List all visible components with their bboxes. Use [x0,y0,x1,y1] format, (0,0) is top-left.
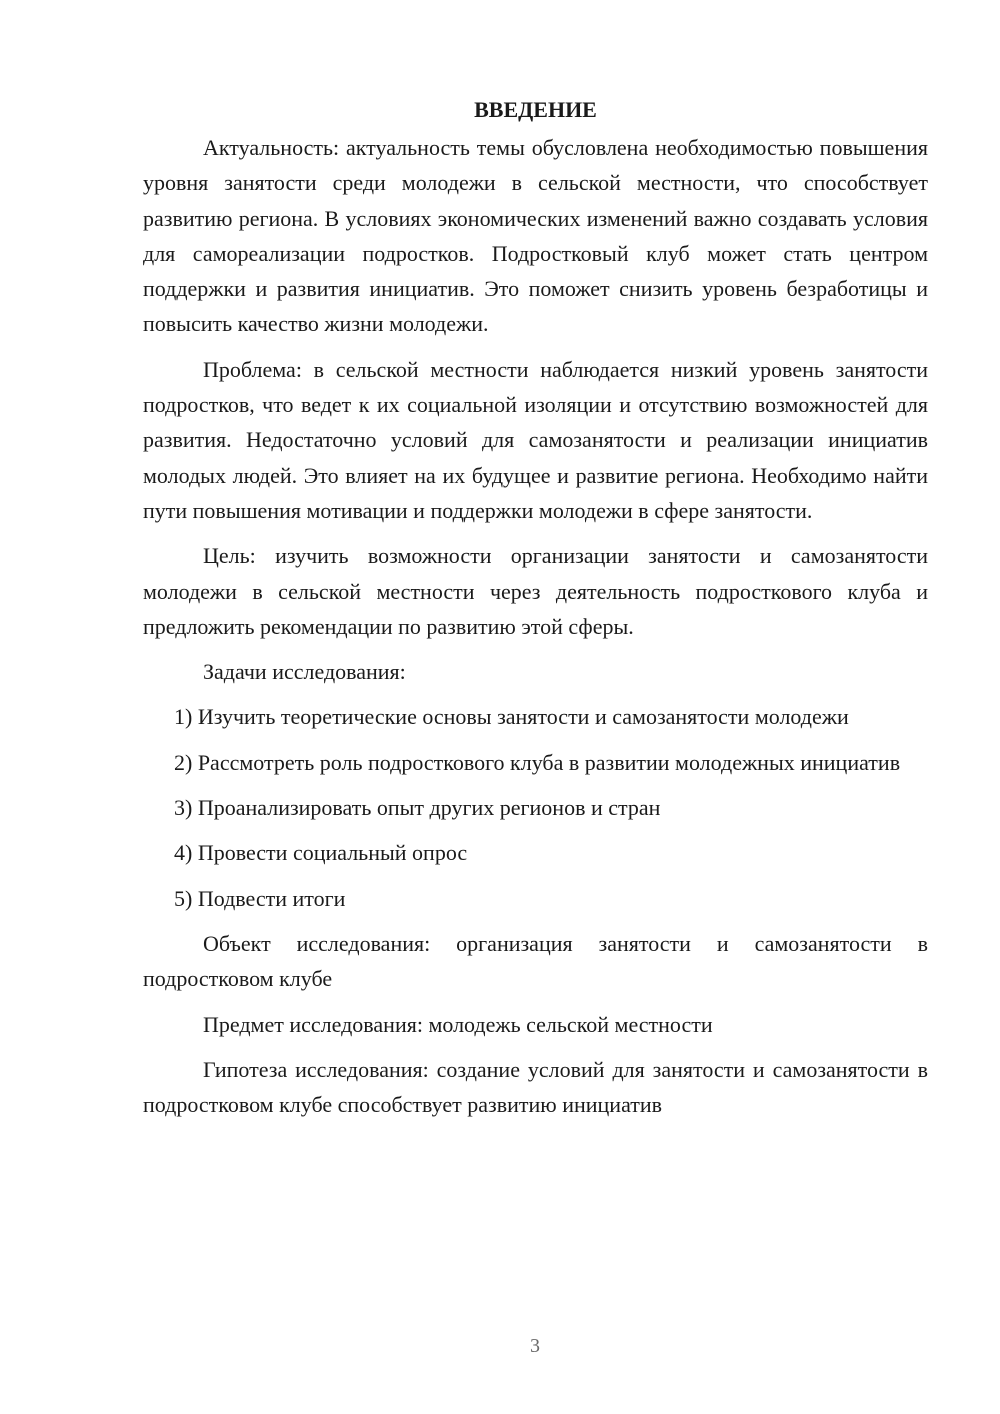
paragraph-relevance: Актуальность: актуальность темы обусловлена необходимостью повышения уровня занятости среди молодежи в сельской местности, что способствует развитию региона. В условиях экономических изменений важно создавать условия для самореализации подростков. Подростковый клуб может стать центром поддержки и развития инициатив. Это поможет снизить уровень безработицы и повысить качество жизни молодежи. [143,135,928,337]
paragraph-subject: Предмет исследования: молодежь сельской местности [203,1011,713,1037]
paragraph-hypothesis: Гипотеза исследования: создание условий для занятости и самозанятости в подростковом клубе способствует развитию инициатив [143,1056,928,1118]
task-item-5: 5) Подвести итоги [174,885,346,911]
section-title: ВВЕДЕНИЕ [474,97,597,122]
task-item-1: 1) Изучить теоретические основы занятости и самозанятости молодежи [174,704,849,730]
document-page [143,92,928,1132]
paragraph-problem: Проблема: в сельской местности наблюдается низкий уровень занятости подростков, что ведет к их социальной изоляции и отсутствию возможностей для развития. Недостаточно условий для самозанятости и реализации инициатив молодых людей. Это влияет на их будущее и развитие региона. Необходимо найти пути повышения мотивации и поддержки молодежи в сфере занятости. [143,356,928,523]
paragraph-goal: Цель: изучить возможности организации занятости и самозанятости молодежи в сельской местности через деятельность подросткового клуба и предложить рекомендации по развитию этой сферы. [143,543,928,639]
paragraph-object: Объект исследования: организация занятости и самозанятости в подростковом клубе [143,930,928,992]
task-item-4: 4) Провести социальный опрос [174,840,468,866]
task-item-2: 2) Рассмотреть роль подросткового клуба в развитии молодежных инициатив [174,749,901,775]
tasks-heading: Задачи исследования: [203,659,406,685]
task-item-3: 3) Проанализировать опыт других регионов и стран [174,795,661,821]
page-number: 3 [530,1335,540,1357]
